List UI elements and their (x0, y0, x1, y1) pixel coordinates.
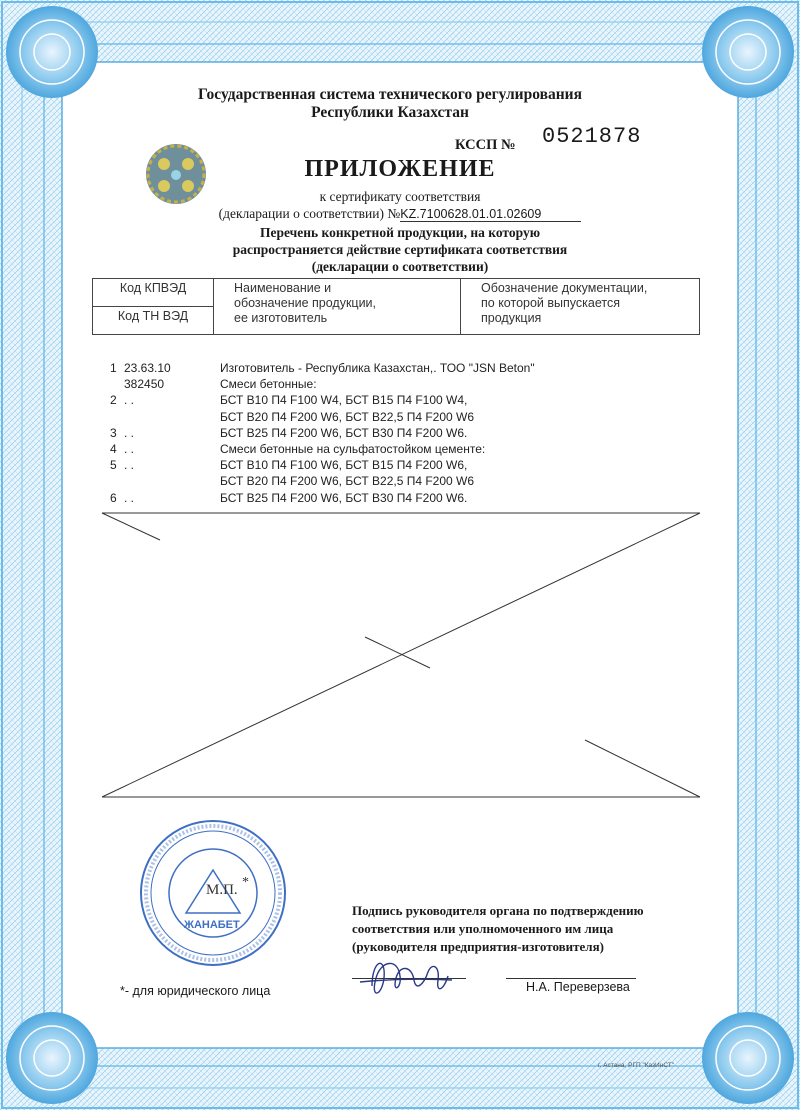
product-row-text: БСТ В25 П4 F200 W6, БСТ В30 П4 F200 W6. (220, 425, 468, 440)
product-row-text: БСТ В25 П4 F200 W6, БСТ В30 П4 F200 W6. (220, 490, 468, 505)
signature-caption-line3: (руководителя предприятия-изготовителя) (352, 939, 604, 954)
stamp-asterisk: * (242, 875, 249, 890)
product-row-text: БСТ В10 П4 F100 W6, БСТ В15 П4 F200 W6, (220, 458, 468, 473)
product-row-code: . . (124, 425, 135, 440)
header-docs-line2: по которой выпускается (481, 296, 620, 310)
product-row-text: Изготовитель - Республика Казахстан,. ТОО "JSN Beton" (220, 361, 535, 375)
stamp-label: М.П. (206, 882, 238, 898)
printer-imprint: г. Астана, РГП "КазИнСТ" (598, 1062, 675, 1069)
footnote: *- для юридического лица (120, 984, 271, 998)
signature-caption-line2: соответствия или уполномоченного им лица (352, 921, 614, 936)
product-row-code: 23.63.10 (124, 361, 171, 375)
header-cell-tnved: Код ТН ВЭД (93, 307, 214, 335)
product-list-heading (180, 224, 620, 275)
signature-line (352, 978, 466, 979)
stamp-company: ЖАНАБЕТ (184, 919, 240, 931)
product-row-code: 382450 (124, 377, 165, 392)
header-product-line2: обозначение продукции, (234, 296, 377, 310)
product-list-heading-line1: Перечень конкретной продукции, на которую (259, 225, 541, 240)
header-cell-product (214, 279, 461, 335)
page-title: ПРИЛОЖЕНИЕ (304, 156, 496, 182)
product-row-number: 5 (110, 458, 117, 473)
header-cell-docs (461, 279, 700, 335)
certificate-reference (180, 188, 620, 223)
name-line (506, 978, 636, 979)
signer-name: Н.А. Переверзева (526, 980, 630, 994)
signature-caption-line1: Подпись руководителя органа по подтверждению (352, 903, 644, 918)
agency-header (140, 86, 640, 122)
product-list-heading-line3: (декларации о соответствии) (311, 259, 489, 274)
certificate-reference-prefix: (декларации о соответствии) № (218, 206, 401, 221)
agency-header-line2: Республики Казахстан (311, 104, 469, 121)
product-row-text: БСТ В20 П4 F200 W6, БСТ В22,5 П4 F200 W6 (220, 409, 475, 424)
product-row-code: . . (124, 393, 135, 408)
official-seal-stamp (138, 818, 288, 968)
header-product-line3: ее изготовитель (234, 311, 328, 325)
product-row-number: 4 (110, 442, 117, 456)
product-row-number: 1 (110, 361, 117, 375)
header-product-line1: Наименование и (234, 281, 332, 295)
product-row-text: БСТ В10 П4 F100 W4, БСТ В15 П4 F100 W4, (220, 393, 468, 408)
product-row-code: . . (124, 442, 135, 456)
product-row-code: . . (124, 458, 135, 473)
header-docs-line3: продукция (481, 311, 542, 325)
product-row-text: Смеси бетонные на сульфатостойком цементе: (220, 442, 486, 456)
product-row-number: 2 (110, 393, 117, 408)
registry-label: КССП № (455, 137, 516, 153)
certificate-number: KZ.7100628.01.01.02609 (400, 207, 581, 222)
product-header-table (92, 278, 700, 335)
header-docs-line1: Обозначение документации, (481, 281, 648, 295)
product-row-number: 6 (110, 490, 117, 505)
product-row-number: 3 (110, 425, 117, 440)
registry-number: 0521878 (542, 124, 642, 149)
agency-header-line1: Государственная система технического регулирования (198, 86, 582, 103)
signature-caption (352, 902, 644, 956)
header-cell-kpved: Код КПВЭД (93, 279, 214, 307)
product-row-code: . . (124, 490, 135, 505)
product-row-text: Смеси бетонные: (220, 377, 317, 392)
product-row-text: БСТ В20 П4 F200 W6, БСТ В22,5 П4 F200 W6 (220, 474, 475, 489)
certificate-reference-line1: к сертификату соответствия (319, 189, 481, 204)
product-list-heading-line2: распространяется действие сертификата соответствия (232, 242, 568, 257)
